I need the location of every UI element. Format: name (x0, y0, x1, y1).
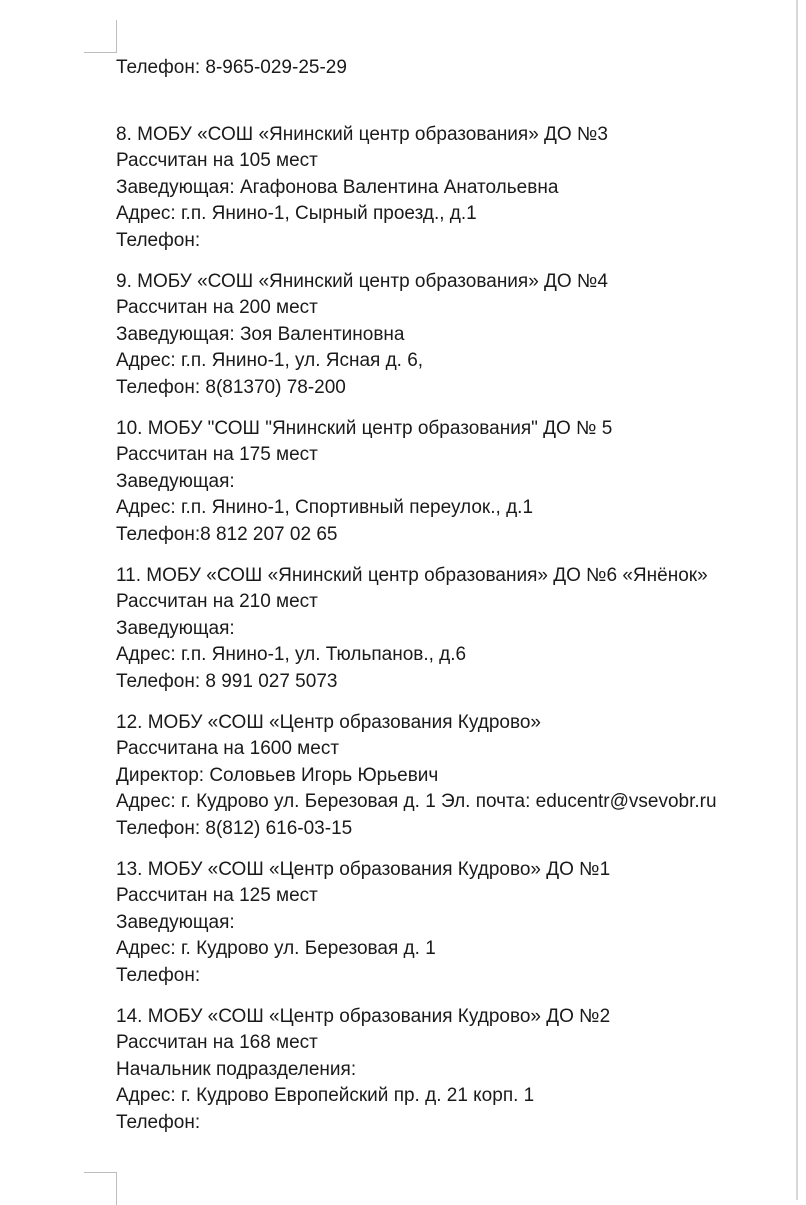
entry-title: 10. МОБУ "СОШ "Янинский центр образования" ДО № 5 (116, 417, 613, 439)
entry-phone: Телефон: (116, 1111, 201, 1133)
entry-address: Адрес: г.п. Янино-1, ул. Ясная д. 6, (116, 350, 424, 371)
page-edge (796, 0, 798, 1200)
entry-14 (116, 1004, 796, 1137)
entry-address: Адрес: г. Кудрово ул. Березовая д. 1 Эл. почта: educentr@vsevobr.ru (116, 791, 717, 812)
top-phone-line: Телефон: 8-965-029-25-29 (116, 57, 347, 78)
entry-head: Заведующая: Зоя Валентиновна (116, 323, 405, 345)
entry-title: 12. МОБУ «СОШ «Центр образования Кудрово» (116, 711, 541, 733)
entry-head: Директор: Соловьев Игорь Юрьевич (116, 764, 439, 786)
entry-phone: Телефон: 8(812) 616-03-15 (116, 817, 353, 839)
entry-title: 14. МОБУ «СОШ «Центр образования Кудрово» ДО №2 (116, 1005, 611, 1027)
entry-phone: Телефон:8 812 207 02 65 (116, 523, 338, 545)
document-body (116, 55, 796, 1136)
entry-title: 9. МОБУ «СОШ «Янинский центр образования» ДО №4 (116, 270, 608, 292)
entry-capacity: Рассчитан на 200 мест (116, 297, 318, 318)
entry-title: 11. МОБУ «СОШ «Янинский центр образования» ДО №6 «Янёнок» (116, 564, 708, 586)
entry-head: Заведующая: Агафонова Валентина Анатольевна (116, 176, 559, 198)
entry-13 (116, 857, 796, 990)
entry-head: Заведующая: (116, 911, 235, 933)
entry-address: Адрес: г.п. Янино-1, ул. Тюльпанов., д.6 (116, 644, 467, 665)
entry-head: Заведующая: (116, 617, 235, 639)
entry-capacity: Рассчитан на 125 мест (116, 885, 318, 906)
entry-capacity: Рассчитан на 175 мест (116, 444, 318, 465)
entry-head: Заведующая: (116, 470, 235, 492)
entry-capacity: Рассчитан на 105 мест (116, 150, 318, 171)
entry-11 (116, 563, 796, 696)
entry-title: 8. МОБУ «СОШ «Янинский центр образования» ДО №3 (116, 123, 608, 145)
entry-12 (116, 710, 796, 843)
entry-address: Адрес: г.п. Янино-1, Сырный проезд., д.1 (116, 203, 477, 224)
page-corner-mark-bottom (84, 1172, 117, 1205)
entry-9 (116, 269, 796, 402)
entry-phone: Телефон: (116, 964, 201, 986)
entry-address: Адрес: г. Кудрово ул. Березовая д. 1 (116, 938, 436, 959)
entry-phone: Телефон: (116, 229, 201, 251)
entry-head: Начальник подразделения: (116, 1058, 357, 1080)
entry-10 (116, 416, 796, 549)
entry-phone: Телефон: 8(81370) 78-200 (116, 376, 346, 398)
entry-address: Адрес: г. Кудрово Европейский пр. д. 21 корп. 1 (116, 1085, 535, 1106)
entry-8 (116, 122, 796, 255)
page-corner-mark-top (84, 20, 117, 53)
entry-phone: Телефон: 8 991 027 5073 (116, 670, 338, 692)
entry-capacity: Рассчитана на 1600 мест (116, 738, 340, 759)
entry-address: Адрес: г.п. Янино-1, Спортивный переулок., д.1 (116, 497, 534, 518)
entry-capacity: Рассчитан на 210 мест (116, 591, 318, 612)
entry-capacity: Рассчитан на 168 мест (116, 1032, 318, 1053)
entry-title: 13. МОБУ «СОШ «Центр образования Кудрово» ДО №1 (116, 858, 611, 880)
